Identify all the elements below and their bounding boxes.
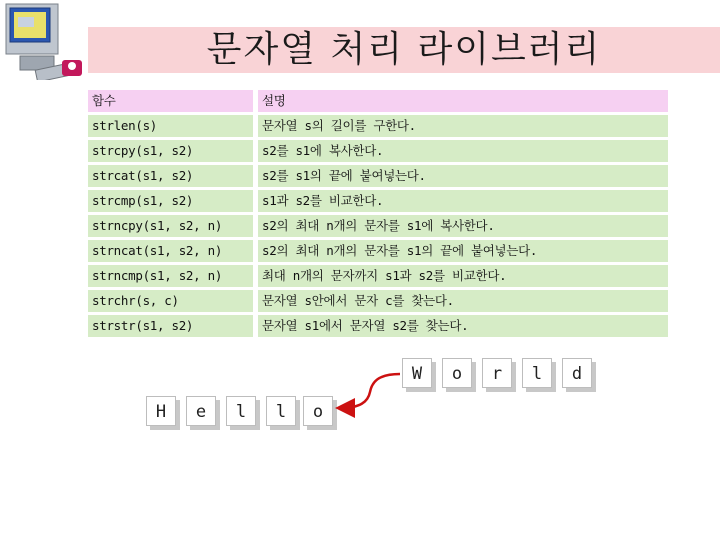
- table-row: [88, 315, 668, 337]
- char-box-world-2: o: [442, 358, 472, 388]
- table-row: [88, 290, 668, 312]
- function-name: strstr(s1, s2): [88, 315, 253, 337]
- slide-title: 문자열 처리 라이브러리: [206, 29, 602, 70]
- function-description: s1과 s2를 비교한다.: [258, 190, 668, 212]
- function-name: strlen(s): [88, 115, 253, 137]
- computer-logo-icon: [0, 0, 86, 80]
- telephone-icon: [62, 60, 82, 76]
- table-row: [88, 240, 668, 262]
- function-name: strchr(s, c): [88, 290, 253, 312]
- char-box-hello-5: o: [303, 396, 333, 426]
- table-row: [88, 165, 668, 187]
- table-row: [88, 265, 668, 287]
- char-box-hello-4: l: [266, 396, 296, 426]
- char-box-world-3: r: [482, 358, 512, 388]
- function-name: strncmp(s1, s2, n): [88, 265, 253, 287]
- header-description: 설명: [258, 90, 668, 112]
- char-box-hello-3: l: [226, 396, 256, 426]
- char-box-world-5: d: [562, 358, 592, 388]
- table-row: [88, 215, 668, 237]
- function-name: strncpy(s1, s2, n): [88, 215, 253, 237]
- function-name: strncat(s1, s2, n): [88, 240, 253, 262]
- function-description: 문자열 s1에서 문자열 s2를 찾는다.: [258, 315, 668, 337]
- char-box-hello-2: e: [186, 396, 216, 426]
- table-row: [88, 115, 668, 137]
- char-box-world-4: l: [522, 358, 552, 388]
- function-name: strcpy(s1, s2): [88, 140, 253, 162]
- function-description: 문자열 s의 길이를 구한다.: [258, 115, 668, 137]
- char-box-hello-1: H: [146, 396, 176, 426]
- table-row: [88, 190, 668, 212]
- table-row: [88, 140, 668, 162]
- function-description: s2의 최대 n개의 문자를 s1의 끝에 붙여넣는다.: [258, 240, 668, 262]
- function-name: strcmp(s1, s2): [88, 190, 253, 212]
- function-description: s2를 s1의 끝에 붙여넣는다.: [258, 165, 668, 187]
- function-description: 최대 n개의 문자까지 s1과 s2를 비교한다.: [258, 265, 668, 287]
- function-table: [88, 90, 668, 340]
- function-description: 문자열 s안에서 문자 c를 찾는다.: [258, 290, 668, 312]
- header-function: 함수: [88, 90, 253, 112]
- function-description: s2의 최대 n개의 문자를 s1에 복사한다.: [258, 215, 668, 237]
- table-header-row: [88, 90, 668, 112]
- function-description: s2를 s1에 복사한다.: [258, 140, 668, 162]
- function-name: strcat(s1, s2): [88, 165, 253, 187]
- char-box-world-1: W: [402, 358, 432, 388]
